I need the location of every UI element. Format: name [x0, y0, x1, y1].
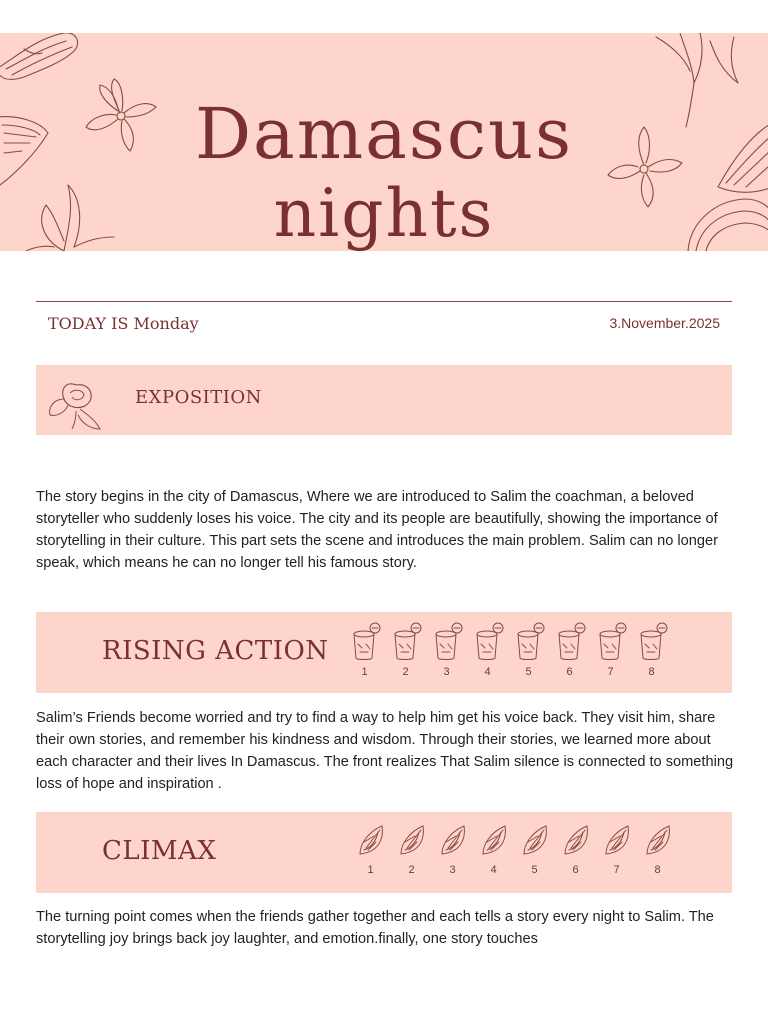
- tracker-item: [549, 622, 590, 678]
- tracker-item: [596, 822, 637, 876]
- glass-icon: [348, 622, 382, 662]
- climax-tracker: [350, 822, 678, 876]
- tracker-item: [350, 822, 391, 876]
- tracker-number: 1: [361, 666, 368, 678]
- tracker-item: [508, 622, 549, 678]
- tracker-number: 8: [648, 666, 655, 678]
- page-title-line2: nights: [273, 175, 495, 251]
- tracker-number: 8: [654, 864, 661, 876]
- glass-icon: [594, 622, 628, 662]
- divider: [36, 301, 732, 302]
- tracker-item: [385, 622, 426, 678]
- orange-slice-icon: [600, 822, 634, 860]
- orange-slice-icon: [395, 822, 429, 860]
- tracker-item: [432, 822, 473, 876]
- tracker-item: [426, 622, 467, 678]
- glass-icon: [430, 622, 464, 662]
- today-label: TODAY IS Monday: [48, 314, 199, 333]
- tracker-number: 7: [613, 864, 620, 876]
- tracker-item: [631, 622, 672, 678]
- date-label: 3.November.2025: [609, 315, 720, 331]
- glass-icon: [635, 622, 669, 662]
- exposition-heading: EXPOSITION: [135, 387, 262, 408]
- tracker-number: 5: [531, 864, 538, 876]
- rising-action-text: Salim’s Friends become worried and try to find a way to help him get his voice back. They visit him, share their own stories, and remember his kindness and wisdom. Through their stories, we learned more about each character and their lives In Damascus. The front realizes That Salim silence is connected to something loss of hope and inspiration .: [36, 710, 734, 792]
- tracker-number: 4: [484, 666, 491, 678]
- tracker-number: 3: [449, 864, 456, 876]
- tracker-item: [555, 822, 596, 876]
- glass-icon: [471, 622, 505, 662]
- climax-text: The turning point comes when the friends gather together and each tells a story every night to Salim. The storytelling joy brings back joy laughter, and emotion.finally, one story touches: [36, 909, 714, 947]
- exposition-text: The story begins in the city of Damascus, Where we are introduced to Salim the coachman, a beloved storyteller who suddenly loses his voice. The city and its people are beautifully, showing the importance of storytelling in their culture. This part sets the scene and introduces the main problem. Salim can no longer speak, which means he can no longer tell his famous story.: [36, 489, 718, 571]
- tracker-number: 6: [566, 666, 573, 678]
- glass-icon: [512, 622, 546, 662]
- tracker-item: [391, 822, 432, 876]
- orange-slice-icon: [559, 822, 593, 860]
- rising-action-header: [36, 612, 732, 693]
- tracker-number: 1: [367, 864, 374, 876]
- rising-action-heading: RISING ACTION: [102, 636, 329, 666]
- tracker-item: [590, 622, 631, 678]
- tracker-item: [473, 822, 514, 876]
- orange-slice-icon: [641, 822, 675, 860]
- tracker-number: 3: [443, 666, 450, 678]
- climax-header: [36, 812, 732, 893]
- glass-icon: [553, 622, 587, 662]
- orange-slice-icon: [354, 822, 388, 860]
- rising-action-tracker: [344, 622, 672, 678]
- climax-heading: CLIMAX: [102, 836, 217, 866]
- rose-icon: [46, 371, 106, 431]
- tracker-item: [637, 822, 678, 876]
- tracker-item: [514, 822, 555, 876]
- tracker-number: 7: [607, 666, 614, 678]
- orange-slice-icon: [436, 822, 470, 860]
- tracker-number: 5: [525, 666, 532, 678]
- tracker-number: 4: [490, 864, 497, 876]
- header-banner: [0, 33, 768, 251]
- exposition-header: [36, 365, 732, 435]
- glass-icon: [389, 622, 423, 662]
- tracker-number: 2: [402, 666, 409, 678]
- orange-slice-icon: [518, 822, 552, 860]
- tracker-number: 6: [572, 864, 579, 876]
- orange-slice-icon: [477, 822, 511, 860]
- tracker-number: 2: [408, 864, 415, 876]
- tracker-item: [344, 622, 385, 678]
- tracker-item: [467, 622, 508, 678]
- page-title-line1: Damascus: [194, 93, 574, 175]
